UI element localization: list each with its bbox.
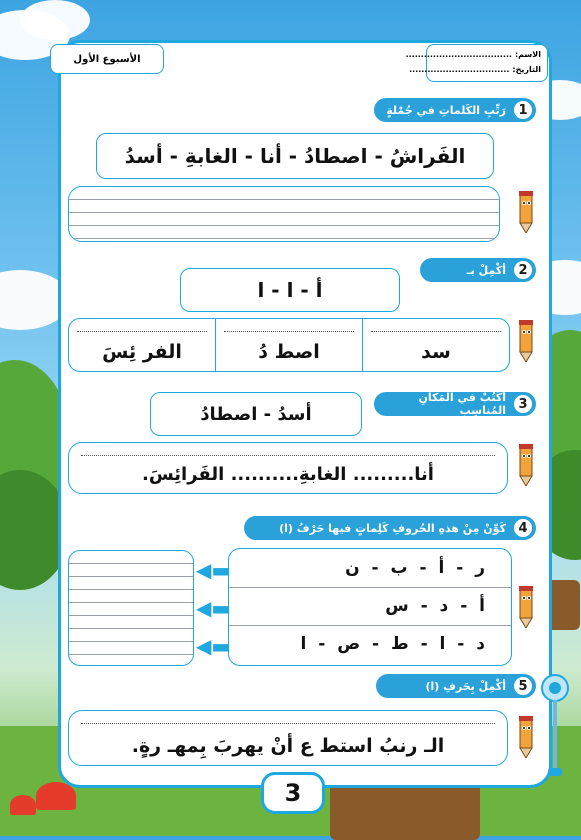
section-4-row-letters: ر - أ - ب - ن (345, 558, 485, 578)
section-2-word-table (68, 318, 510, 372)
section-3-words: أسدُ - اصطادُ (200, 403, 312, 425)
pencil-mascot-icon (516, 189, 536, 233)
section-3-word-box (150, 392, 362, 436)
section-4-title-bar (244, 516, 536, 540)
pencil-mascot-icon (516, 318, 536, 362)
section-5-title: أكْمِلْ بِحَرفِ (ا) (425, 679, 506, 693)
date-row (409, 65, 541, 74)
section-3-sentence-box[interactable] (68, 442, 508, 494)
pencil-mascot-icon (516, 442, 536, 486)
name-row (406, 50, 541, 59)
section-2-cell[interactable] (215, 319, 362, 371)
section-1-number: 1 (512, 99, 534, 121)
section-1-word-box (96, 133, 494, 179)
section-4-arrow-icon: ◀▬ (196, 634, 231, 658)
section-2-cell[interactable] (69, 319, 215, 371)
mushroom (10, 795, 36, 815)
lamp-post-icon (540, 670, 570, 780)
name-label: الاسم: (514, 50, 541, 59)
section-2-number: 2 (512, 259, 534, 281)
section-4-row (229, 625, 511, 663)
section-2-cell-text: الفر ئِسَ (102, 341, 182, 363)
section-4-row-letters: د - ا - ط - ص - ا (300, 634, 485, 654)
section-4-row (229, 587, 511, 626)
week-label: الأسبوع الأول (73, 53, 141, 65)
section-1-title: رَتِّبِ الكَلماتِ في جُمْلةٍ (386, 103, 506, 117)
mushroom (36, 782, 76, 810)
section-2-cell-text: اصط دُ (258, 341, 320, 363)
name-date-box (405, 44, 548, 82)
section-3-sentence: أنا......... الغابةِ.......... الفَرائِسَ. (142, 464, 434, 485)
date-label: التاريخ: (512, 65, 541, 74)
section-4-arrow-icon: ◀▬ (196, 596, 231, 620)
page-number: 3 (261, 772, 325, 814)
section-4-number: 4 (512, 517, 534, 539)
section-1-answer-lines[interactable] (68, 186, 500, 242)
name-field[interactable]: ................................... (405, 50, 512, 59)
section-2-cell[interactable] (362, 319, 509, 371)
section-2-letters: أ - ا - ا (257, 278, 323, 302)
section-3-title: أكْتُبْ في المَكانِ المُناسِبِ (418, 391, 506, 417)
pencil-mascot-icon (516, 584, 536, 628)
section-4-arrow-icon: ◀▬ (196, 558, 231, 582)
pencil-mascot-icon (516, 714, 536, 758)
section-2-title: أكْمِلْ بـ (466, 263, 506, 277)
section-4-title: كَوِّنْ مِنْ هذهِ الحُروفِ كَلِماتٍ فيها حَرْفُ (ا) (279, 521, 506, 535)
section-4-row (229, 549, 511, 588)
week-label-box (50, 44, 164, 74)
cloud (20, 0, 90, 40)
section-5-sentence: الـ رنبُ استط ع أنْ يهربَ بِمهـ رةٍ. (131, 735, 445, 757)
section-5-number: 5 (512, 675, 534, 697)
section-4-row-letters: أ - د - س (385, 596, 485, 616)
section-4-answer-lines[interactable] (68, 550, 194, 666)
section-2-cell-text: سد (421, 341, 451, 363)
section-3-number: 3 (512, 393, 534, 415)
section-2-letter-box (180, 268, 400, 312)
section-5-sentence-box[interactable] (68, 710, 508, 766)
section-1-words: الفَراشُ - اصطادُ - أنا - الغابةِ - أسدُ (124, 144, 466, 168)
section-4-letters-box (228, 548, 512, 666)
date-field[interactable]: ................................. (409, 65, 510, 74)
